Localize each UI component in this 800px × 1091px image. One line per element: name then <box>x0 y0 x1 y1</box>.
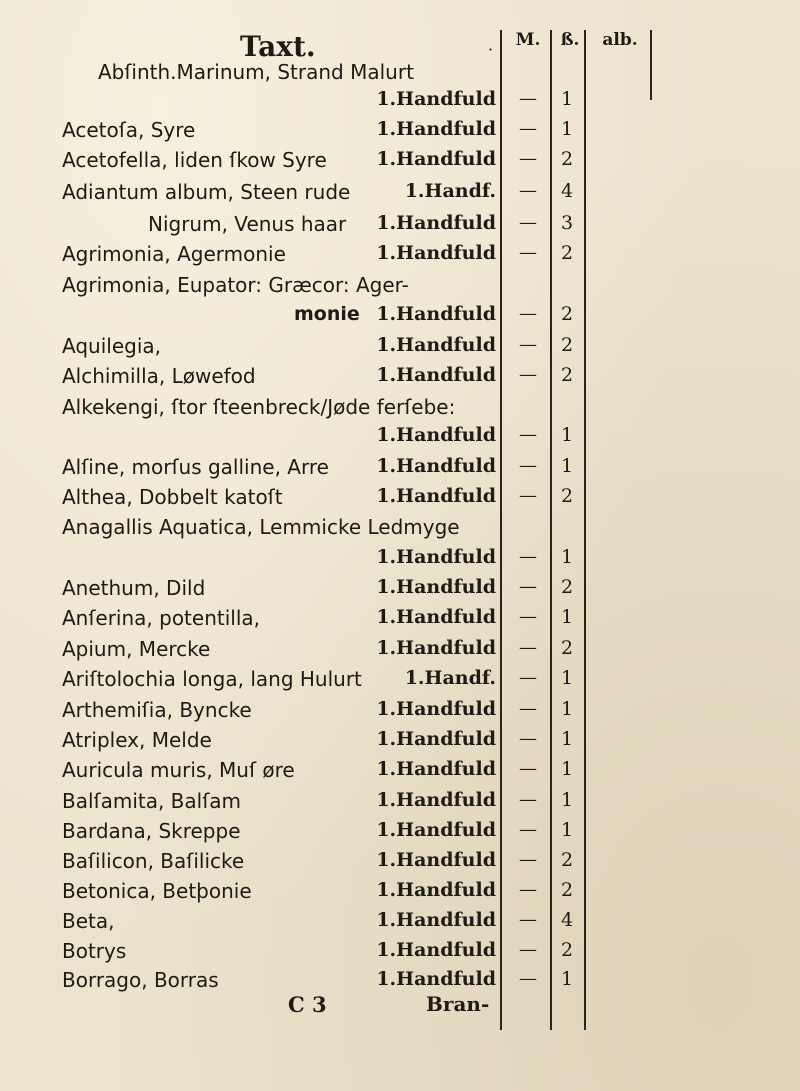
entry-name: Balſamita, Balſam <box>62 789 241 813</box>
entry-unit: 1.Handfuld <box>376 939 496 961</box>
entry-unit: 1.Handfuld <box>376 909 496 931</box>
entry-amount: 1 <box>560 698 574 720</box>
entry-name: Baſilicon, Baſilicke <box>62 849 245 873</box>
entry-amount: 1 <box>560 88 574 110</box>
entry-name: Alchimilla, Løwefod <box>62 364 256 388</box>
entry-dash: — <box>519 455 537 476</box>
entry-unit: 1.Handf. <box>404 180 496 202</box>
entry-dash: — <box>519 180 537 201</box>
entry-dash: — <box>519 576 537 597</box>
entry-amount: 1 <box>560 546 574 568</box>
entry-unit: 1.Handfuld <box>376 637 496 659</box>
entry-unit: 1.Handfuld <box>376 303 496 325</box>
catchword: Bran- <box>426 992 490 1016</box>
entry-dash: — <box>519 667 537 688</box>
entry-dash: — <box>519 118 537 139</box>
entry-name: Alkekengi, ſtor ſteenbreck/Jøde ferſebe: <box>62 395 456 419</box>
entry-dash: — <box>519 849 537 870</box>
entry-amount: 2 <box>560 242 574 264</box>
entry-name: Anethum, Dild <box>62 576 206 600</box>
entry-amount: 4 <box>560 909 574 931</box>
entry-amount: 1 <box>560 606 574 628</box>
column-header-albus: alb. <box>602 30 638 50</box>
entry-dash: — <box>519 148 537 169</box>
entry-amount: 1 <box>560 968 574 990</box>
entry-amount: 2 <box>560 576 574 598</box>
entry-name: Adiantum album, Steen rude <box>62 180 351 204</box>
entry-name: Apium, Mercke <box>62 637 211 661</box>
entry-unit: 1.Handfuld <box>376 334 496 356</box>
entry-name: Aquilegia, <box>62 334 161 358</box>
entry-unit: 1.Handfuld <box>376 485 496 507</box>
entry-dash: — <box>519 698 537 719</box>
entry-name: Bardana, Skreppe <box>62 819 241 843</box>
entry-amount: 4 <box>560 180 574 202</box>
entry-dash: — <box>519 879 537 900</box>
entry-name: Beta, <box>62 909 115 933</box>
entry-name: Anagallis Aquatica, Lemmicke Ledmyge <box>62 515 460 539</box>
entry-dash: — <box>519 334 537 355</box>
entry-unit: 1.Handfuld <box>376 242 496 264</box>
entry-name: Acetofella, liden ſkow Syre <box>62 148 327 172</box>
entry-unit: 1.Handfuld <box>376 968 496 990</box>
entry-amount: 1 <box>560 667 574 689</box>
entry-dash: — <box>519 637 537 658</box>
entry-amount: 2 <box>560 334 574 356</box>
entry-dash: — <box>519 909 537 930</box>
entry-amount: 2 <box>560 364 574 386</box>
entry-name: Arthemiſia, Byncke <box>62 698 252 722</box>
page-title: Taxt. <box>240 30 316 63</box>
entry-dash: — <box>519 819 537 840</box>
entry-unit: 1.Handfuld <box>376 758 496 780</box>
entry-unit: 1.Handfuld <box>376 118 496 140</box>
entry-name: Agrimonia, Eupator: Græcor: Ager- <box>62 273 409 297</box>
entry-dash: — <box>519 242 537 263</box>
entry-dash: — <box>519 364 537 385</box>
entry-amount: 2 <box>560 849 574 871</box>
entry-unit: 1.Handfuld <box>376 606 496 628</box>
entry-unit: 1.Handfuld <box>376 819 496 841</box>
entry-unit: 1.Handfuld <box>376 576 496 598</box>
entry-name: Abſinth.Marinum, Strand Malurt <box>98 60 414 84</box>
entry-amount: 2 <box>560 303 574 325</box>
entry-name: Anſerina, potentilla, <box>62 606 261 630</box>
entry-dash: — <box>519 303 537 324</box>
column-header-skilling: ß. <box>560 30 580 50</box>
entry-amount: 1 <box>560 789 574 811</box>
entry-name: Ariſtolochia longa, lang Hulurt <box>62 667 362 691</box>
entry-name: Nigrum, Venus haar <box>148 212 347 236</box>
entry-name: Atriplex, Melde <box>62 728 212 752</box>
entry-amount: 1 <box>560 819 574 841</box>
entry-dash: — <box>519 88 537 109</box>
entry-dash: — <box>519 968 537 989</box>
entry-name: Botrys <box>62 939 127 963</box>
entry-name: Borrago, Borras <box>62 968 219 992</box>
entry-amount: 1 <box>560 728 574 750</box>
entry-unit: 1.Handfuld <box>376 849 496 871</box>
entry-unit: 1.Handfuld <box>376 728 496 750</box>
entry-amount: 1 <box>560 455 574 477</box>
entry-name: monie <box>294 303 360 325</box>
entry-unit: 1.Handfuld <box>376 789 496 811</box>
entry-name: Acetoſa, Syre <box>62 118 196 142</box>
entry-unit: 1.Handfuld <box>376 364 496 386</box>
entry-name: Agrimonia, Agermonie <box>62 242 286 266</box>
entry-unit: 1.Handfuld <box>376 455 496 477</box>
entry-dash: — <box>519 939 537 960</box>
entry-amount: 2 <box>560 148 574 170</box>
entry-unit: 1.Handfuld <box>376 879 496 901</box>
entry-dash: — <box>519 546 537 567</box>
entry-unit: 1.Handfuld <box>376 698 496 720</box>
column-header-mark: M. <box>515 30 541 50</box>
entry-unit: 1.Handfuld <box>376 88 496 110</box>
entry-unit: 1.Handfuld <box>376 424 496 446</box>
entry-amount: 2 <box>560 879 574 901</box>
entry-dash: — <box>519 758 537 779</box>
entry-dash: — <box>519 424 537 445</box>
entry-name: Auricula muris, Muſ øre <box>62 758 295 782</box>
entry-amount: 1 <box>560 118 574 140</box>
entry-name: Alſine, morſus galline, Arre <box>62 455 329 479</box>
signature-mark: C 3 <box>288 992 327 1017</box>
list-item <box>0 968 800 1005</box>
entry-unit: 1.Handfuld <box>376 546 496 568</box>
entry-amount: 3 <box>560 212 574 234</box>
entry-unit: 1.Handf. <box>404 667 496 689</box>
entry-name: Althea, Dobbelt katoſt <box>62 485 283 509</box>
entry-dash: — <box>519 212 537 233</box>
entry-unit: 1.Handfuld <box>376 148 496 170</box>
entry-amount: 2 <box>560 485 574 507</box>
entry-dash: — <box>519 728 537 749</box>
entry-dash: — <box>519 789 537 810</box>
entry-amount: 1 <box>560 424 574 446</box>
header-dot: · <box>488 40 494 59</box>
entry-dash: — <box>519 606 537 627</box>
entry-amount: 2 <box>560 939 574 961</box>
entry-dash: — <box>519 485 537 506</box>
entry-unit: 1.Handfuld <box>376 212 496 234</box>
entry-name: Betonica, Betþonie <box>62 879 252 903</box>
entry-amount: 2 <box>560 637 574 659</box>
entry-amount: 1 <box>560 758 574 780</box>
